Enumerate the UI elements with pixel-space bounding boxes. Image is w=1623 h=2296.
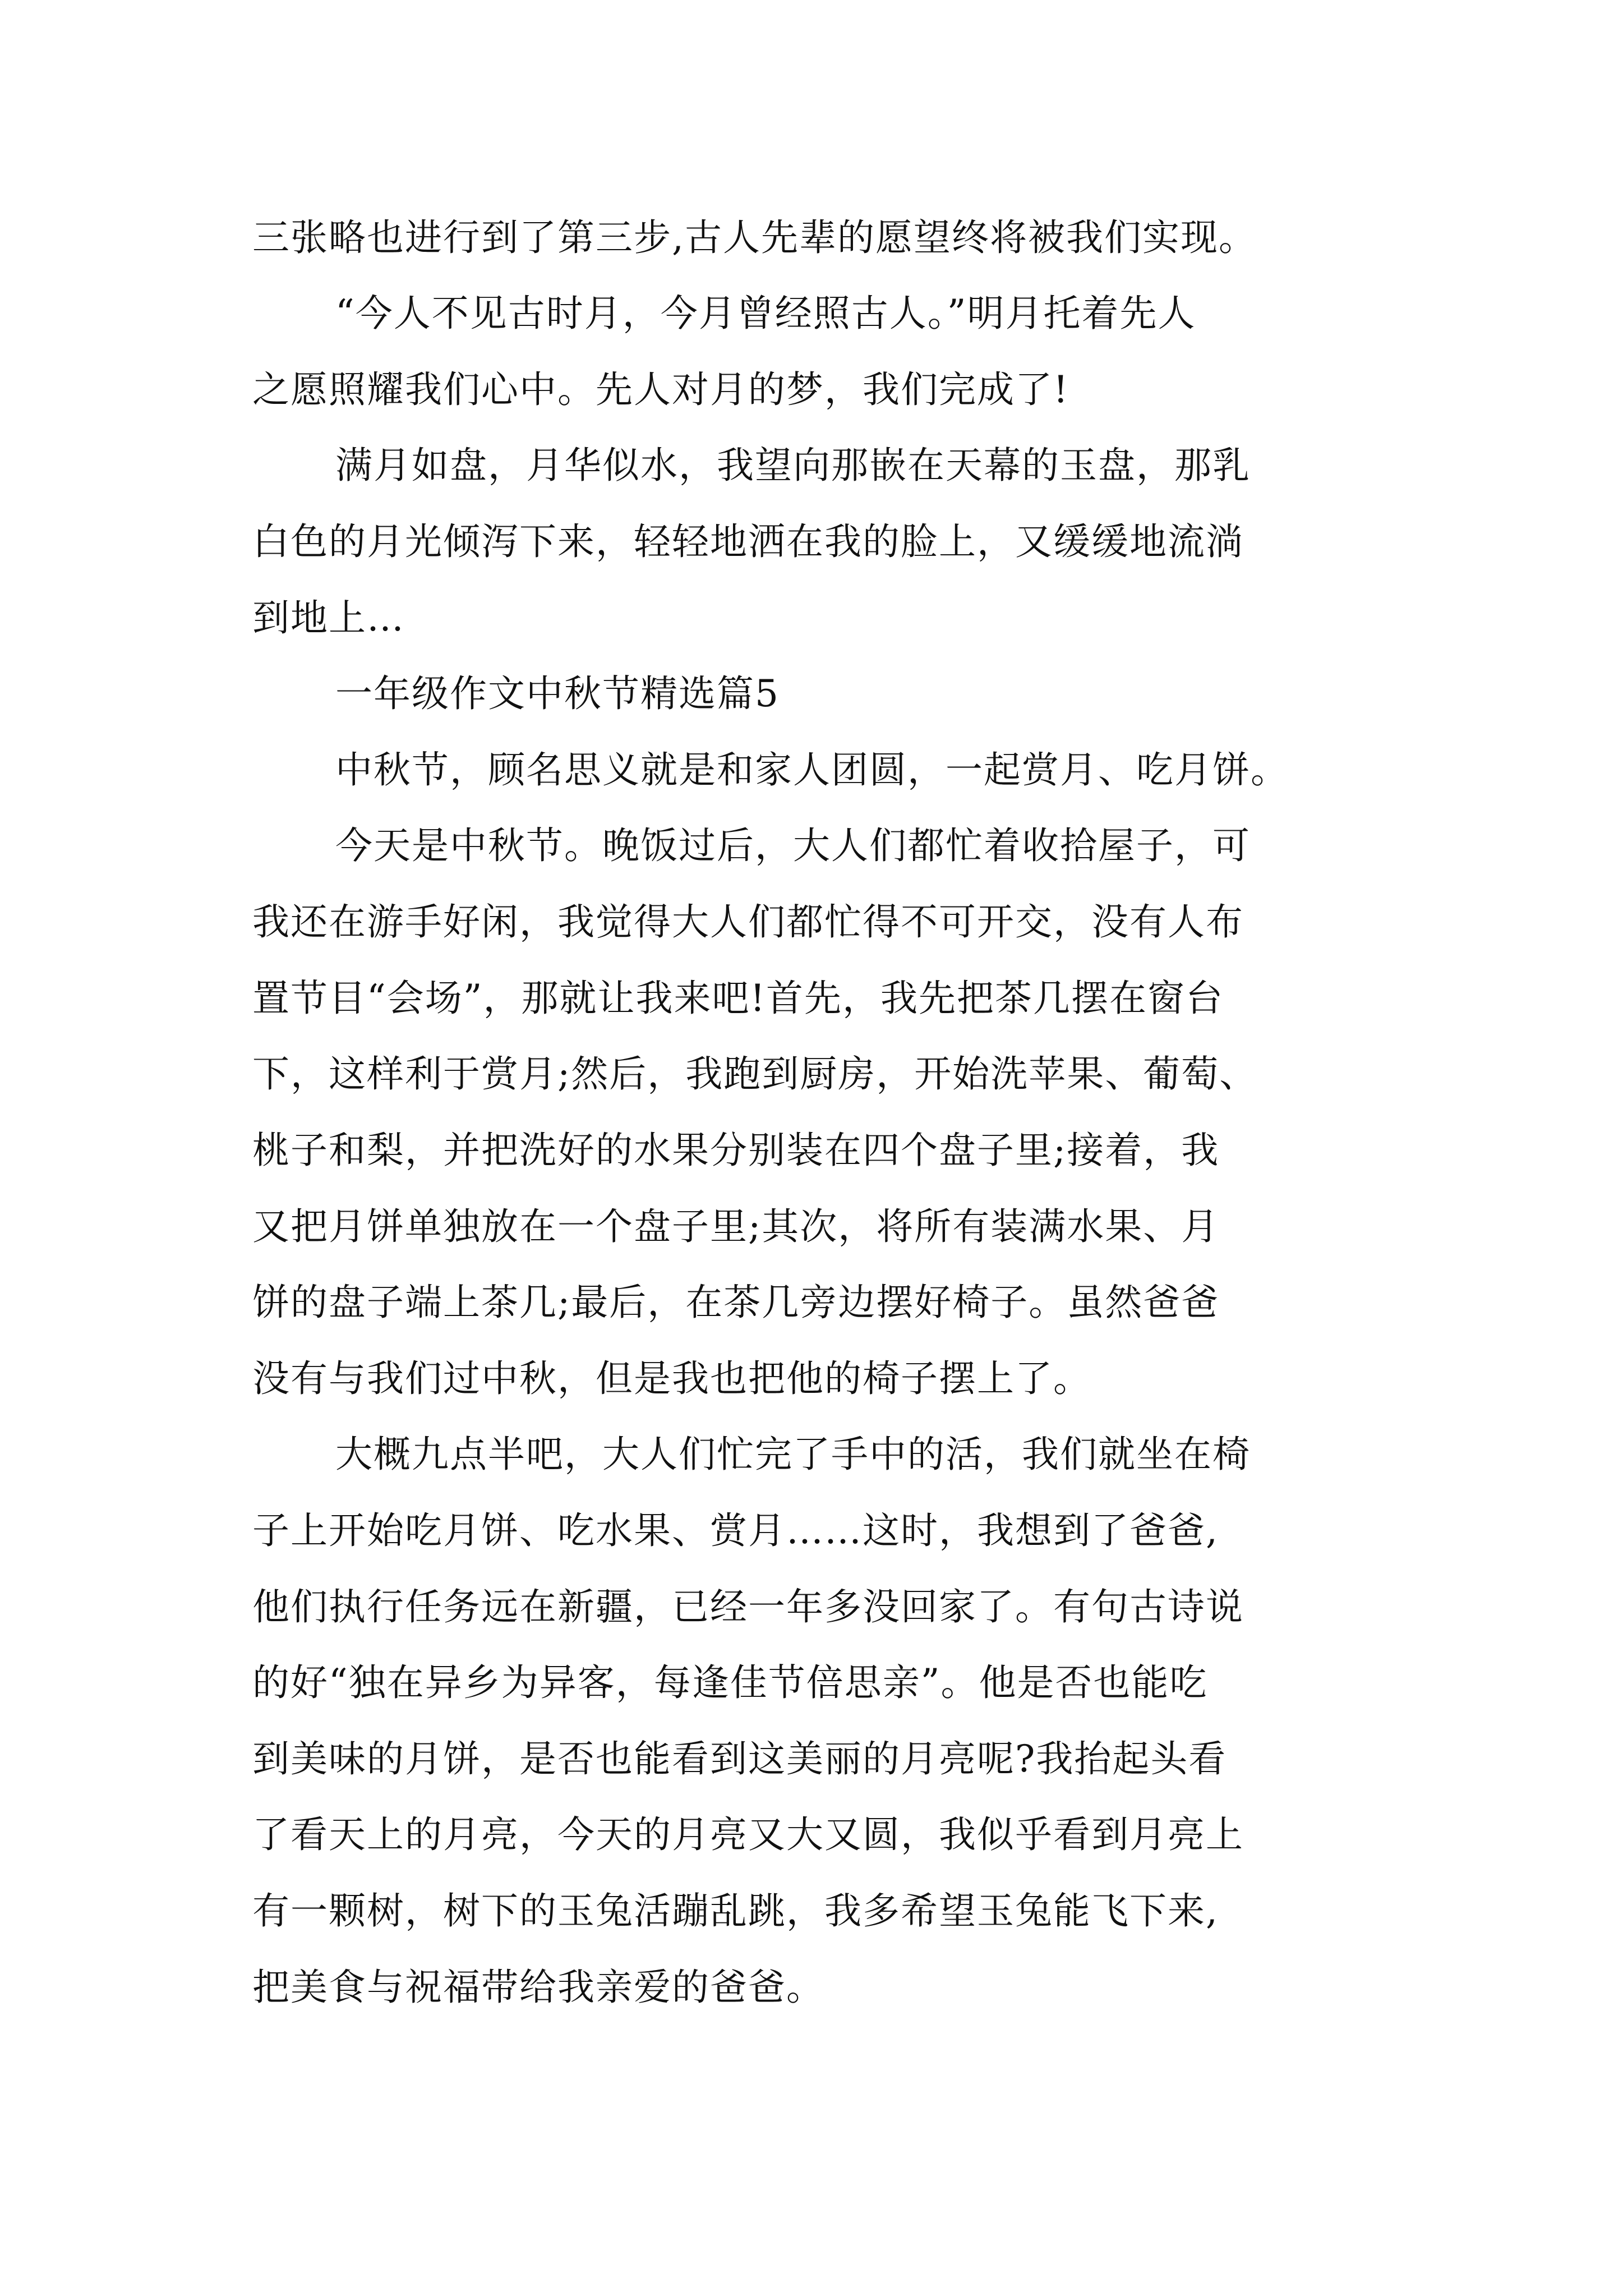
text-line: “今人不见古时月，今月曾经照古人。”明月托着先人 (335, 292, 1196, 335)
text-line: 之愿照耀我们心中。先人对月的梦，我们完成了! (252, 368, 1069, 411)
text-line: 到地上… (252, 596, 405, 639)
text-line: 满月如盘，月华似水，我望向那嵌在天幕的玉盘，那乳 (335, 444, 1251, 487)
text-line: 把美食与祝福带给我亲爱的爸爸。 (252, 1966, 824, 2009)
text-line: 有一颗树，树下的玉兔活蹦乱跳，我多希望玉兔能飞下来, (252, 1889, 1219, 1932)
text-line: 到美味的月饼，是否也能看到这美丽的月亮呢?我抬起头看 (252, 1737, 1227, 1780)
text-line: 我还在游手好闲，我觉得大人们都忙得不可开交，没有人布 (252, 900, 1244, 944)
text-line: 大概九点半吧，大人们忙完了手中的活，我们就坐在椅 (335, 1433, 1251, 1476)
section-heading: 一年级作文中秋节精选篇5 (335, 672, 780, 715)
text-line: 三张略也进行到了第三步,古人先辈的愿望终将被我们实现。 (252, 216, 1257, 259)
text-line: 的好“独在异乡为异客，每逢佳节倍思亲”。他是否也能吃 (252, 1661, 1208, 1704)
text-line: 饼的盘子端上茶几;最后，在茶几旁边摆好椅子。虽然爸爸 (252, 1281, 1220, 1324)
text-line: 下，这样利于赏月;然后，我跑到厨房，开始洗苹果、葡萄、 (252, 1052, 1258, 1096)
text-line: 没有与我们过中秋，但是我也把他的椅子摆上了。 (252, 1357, 1091, 1400)
text-line: 又把月饼单独放在一个盘子里;其次，将所有装满水果、月 (252, 1205, 1220, 1248)
text-line: 白色的月光倾泻下来，轻轻地洒在我的脸上，又缓缓地流淌 (252, 520, 1244, 563)
text-line: 今天是中秋节。晚饭过后，大人们都忙着收拾屋子，可 (335, 824, 1251, 867)
text-line: 子上开始吃月饼、吃水果、赏月……这时，我想到了爸爸, (252, 1509, 1219, 1552)
text-line: 他们执行任务远在新疆，已经一年多没回家了。有句古诗说 (252, 1585, 1244, 1628)
text-line: 桃子和梨，并把洗好的水果分别装在四个盘子里;接着，我 (252, 1129, 1220, 1172)
text-line: 了看天上的月亮，今天的月亮又大又圆，我似乎看到月亮上 (252, 1813, 1244, 1856)
text-line: 中秋节，顾名思义就是和家人团圆，一起赏月、吃月饼。 (335, 748, 1289, 792)
text-line: 置节目“会场”，那就让我来吧!首先，我先把茶几摆在窗台 (252, 977, 1224, 1020)
